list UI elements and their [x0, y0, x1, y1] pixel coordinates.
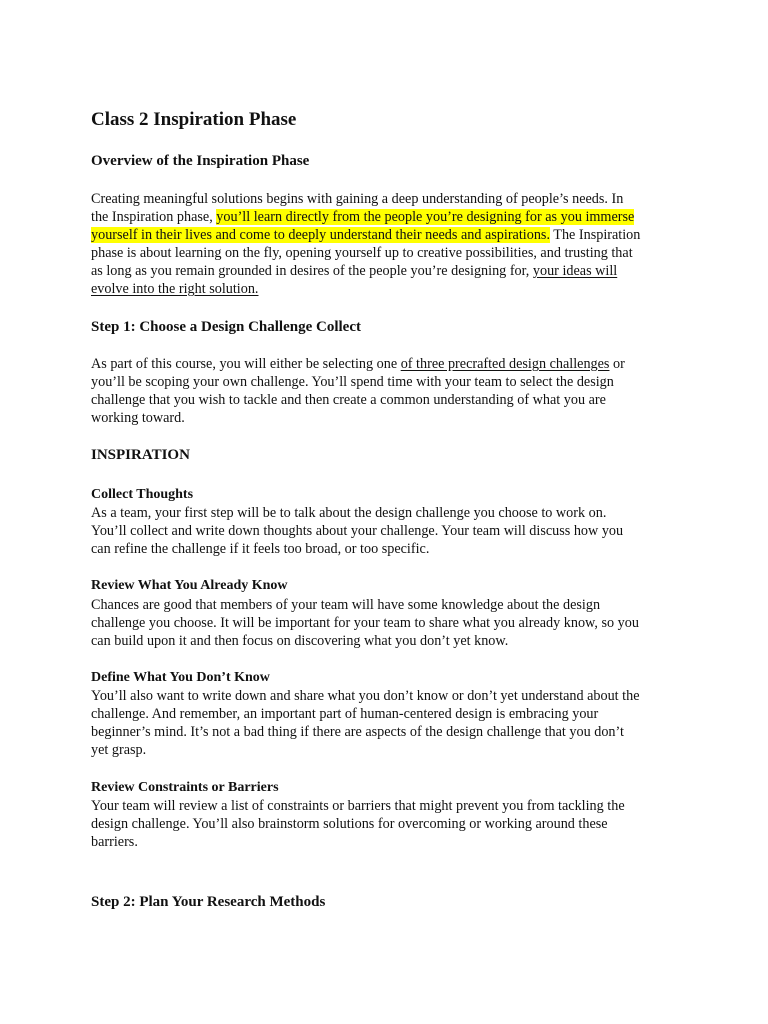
- inspiration-heading: INSPIRATION: [91, 447, 190, 463]
- define-unknown-heading: Define What You Don’t Know: [91, 670, 270, 685]
- step1-line-1: As part of this course, you will either be selecting one of three precrafted design challenges or: [91, 356, 625, 372]
- step1-line-3: challenge that you wish to tackle and then create a common understanding of what you are: [91, 392, 606, 408]
- constraints-line-2: design challenge. You’ll also brainstorm solutions for overcoming or working around these: [91, 816, 608, 832]
- step1-line-4: working toward.: [91, 410, 185, 426]
- constraints-line-1: Your team will review a list of constraints or barriers that might prevent you from tackling the: [91, 798, 625, 814]
- define-unknown-line-4: yet grasp.: [91, 742, 147, 758]
- constraints-heading: Review Constraints or Barriers: [91, 780, 279, 795]
- collect-thoughts-line-1: As a team, your first step will be to talk about the design challenge you choose to work on.: [91, 505, 607, 521]
- overview-line-1: Creating meaningful solutions begins with gaining a deep understanding of people’s needs. In: [91, 191, 624, 207]
- define-unknown-line-3: beginner’s mind. It’s not a bad thing if there are aspects of the design challenge that you don’t: [91, 724, 624, 740]
- underlined-text: evolve into the right solution.: [91, 281, 259, 297]
- review-known-line-1: Chances are good that members of your team will have some knowledge about the design: [91, 597, 601, 613]
- define-unknown-line-1: You’ll also want to write down and share what you don’t know or don’t yet understand about the: [91, 688, 640, 704]
- overview-line-5: as long as you remain grounded in desires of the people you’re designing for, your ideas will: [91, 263, 618, 279]
- collect-thoughts-heading: Collect Thoughts: [91, 487, 194, 502]
- overview-line-4: phase is about learning on the fly, opening yourself up to creative possibilities, and trusting that: [91, 245, 633, 261]
- highlighted-text: you’ll learn directly from the people you’re designing for as you immerse: [216, 209, 635, 225]
- overview-line-3: yourself in their lives and come to deeply understand their needs and aspirations. The Inspiration: [91, 227, 641, 243]
- page-title: Class 2 Inspiration Phase: [91, 109, 297, 130]
- overview-line-6: [91, 280, 258, 298]
- constraints-line-3: barriers.: [91, 834, 138, 850]
- review-known-heading: Review What You Already Know: [91, 578, 288, 593]
- step2-heading: Step 2: Plan Your Research Methods: [91, 894, 326, 910]
- underlined-text: your ideas will: [532, 263, 618, 279]
- highlighted-text: yourself in their lives and come to deeply understand their needs and aspirations.: [91, 227, 550, 243]
- overview-line-2: the Inspiration phase, you’ll learn directly from the people you’re designing for as you immerse: [91, 209, 635, 225]
- underlined-text: of three precrafted design challenges: [400, 356, 610, 372]
- collect-thoughts-line-2: You’ll collect and write down thoughts about your challenge. Your team will discuss how you: [91, 523, 624, 539]
- overview-heading: Overview of the Inspiration Phase: [91, 153, 310, 169]
- define-unknown-line-2: challenge. And remember, an important part of human-centered design is embracing your: [91, 706, 599, 722]
- review-known-line-3: can build upon it and then focus on discovering what you don’t yet know.: [91, 633, 509, 649]
- collect-thoughts-line-3: can refine the challenge if it feels too broad, or too specific.: [91, 541, 430, 557]
- step1-heading: Step 1: Choose a Design Challenge Collect: [91, 319, 361, 335]
- review-known-line-2: challenge you choose. It will be important for your team to share what you already know, so you: [91, 615, 639, 631]
- step1-line-2: you’ll be scoping your own challenge. You’ll spend time with your team to select the design: [91, 374, 614, 390]
